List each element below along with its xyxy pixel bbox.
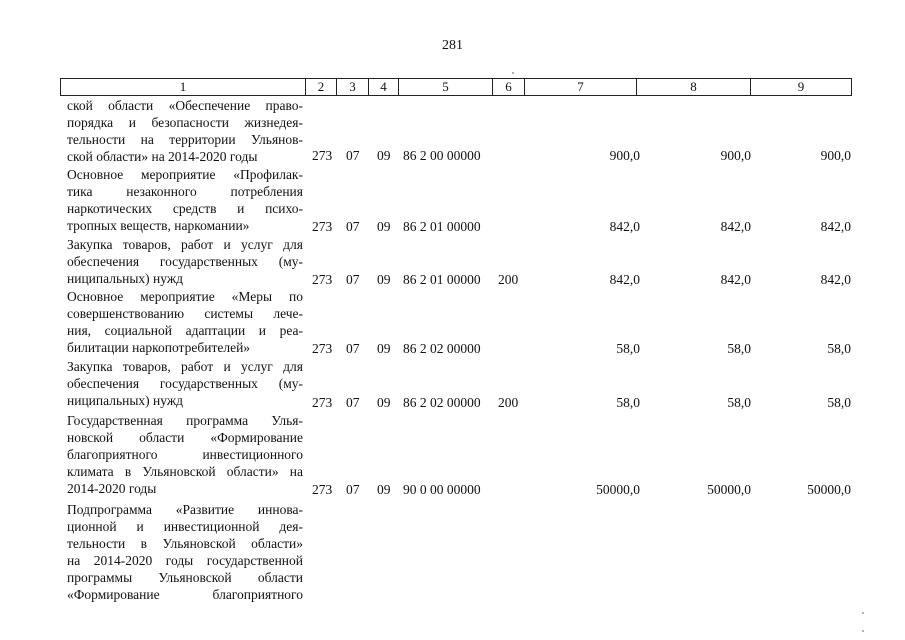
cell-target-code: 86 2 00 00000 bbox=[403, 148, 481, 163]
cell-amount-9: 842,0 bbox=[820, 219, 851, 234]
cell-amount-8: 842,0 bbox=[720, 219, 751, 234]
description-line: ской области» на 2014-2020 годы bbox=[67, 149, 258, 165]
column-header-9: 9 bbox=[797, 79, 805, 94]
cell-target-code: 90 0 00 00000 bbox=[403, 482, 481, 497]
description-line: тика незаконного потребления bbox=[67, 184, 303, 200]
cell-amount-9: 900,0 bbox=[820, 148, 851, 163]
cell-subsection: 09 bbox=[377, 341, 391, 356]
row-description bbox=[67, 358, 303, 409]
description-line: программы Ульяновской области bbox=[67, 570, 303, 586]
column-header-3: 3 bbox=[337, 79, 369, 95]
description-line: ционной и инвестиционной дея- bbox=[67, 519, 303, 535]
cell-amount-7: 842,0 bbox=[609, 272, 640, 287]
cell-ministry-code: 273 bbox=[312, 482, 333, 497]
column-header-4: 4 bbox=[369, 79, 399, 95]
table-column-header bbox=[60, 78, 852, 96]
cell-amount-7: 842,0 bbox=[609, 219, 640, 234]
cell-section: 07 bbox=[346, 341, 360, 356]
description-line: благоприятного инвестиционного bbox=[67, 447, 303, 463]
column-header-8: 8 bbox=[637, 79, 751, 95]
description-line: билитации наркопотребителей» bbox=[67, 340, 251, 356]
cell-subsection: 09 bbox=[377, 219, 391, 234]
description-line: тельности в Ульяновской области» bbox=[67, 536, 303, 552]
cell-amount-7: 58,0 bbox=[616, 341, 640, 356]
cell-target-code: 86 2 01 00000 bbox=[403, 272, 481, 287]
row-description bbox=[67, 236, 303, 287]
cell-ministry-code: 273 bbox=[312, 395, 333, 410]
column-header-7: 7 bbox=[525, 79, 637, 95]
cell-target-code: 86 2 01 00000 bbox=[403, 219, 481, 234]
description-line: «Формирование благоприятного bbox=[67, 587, 303, 603]
description-line: новской области «Формирование bbox=[67, 430, 303, 446]
description-line: наркотических средств и психо- bbox=[67, 201, 303, 217]
cell-amount-8: 842,0 bbox=[720, 272, 751, 287]
column-header-6: 6 bbox=[493, 79, 525, 95]
description-line: климата в Ульяновской области» на bbox=[67, 464, 303, 480]
row-description bbox=[67, 288, 303, 356]
column-header-5: 5 bbox=[399, 79, 493, 95]
cell-amount-9: 58,0 bbox=[827, 395, 851, 410]
description-line: на 2014-2020 годы государственной bbox=[67, 553, 303, 569]
cell-amount-7: 900,0 bbox=[609, 148, 640, 163]
description-line: ния, социальной адаптации и реа- bbox=[67, 323, 303, 339]
cell-expense-type: 200 bbox=[498, 272, 519, 287]
description-line: порядка и безопасности жизнедея- bbox=[67, 115, 303, 131]
cell-subsection: 09 bbox=[377, 395, 391, 410]
cell-amount-9: 58,0 bbox=[827, 341, 851, 356]
description-line: тропных веществ, наркомании» bbox=[67, 218, 250, 234]
scan-speck bbox=[862, 612, 864, 614]
description-line: Закупка товаров, работ и услуг для bbox=[67, 359, 303, 374]
cell-amount-8: 900,0 bbox=[720, 148, 751, 163]
row-description bbox=[67, 501, 303, 604]
cell-ministry-code: 273 bbox=[312, 219, 333, 234]
cell-subsection: 09 bbox=[377, 272, 391, 287]
cell-amount-9: 842,0 bbox=[820, 272, 851, 287]
cell-section: 07 bbox=[346, 219, 360, 234]
cell-amount-7: 50000,0 bbox=[596, 482, 640, 497]
description-line: тельности на территории Ульянов- bbox=[67, 132, 303, 148]
cell-subsection: 09 bbox=[377, 482, 391, 497]
cell-amount-8: 50000,0 bbox=[707, 482, 751, 497]
description-line: обеспечения государственных (му- bbox=[67, 254, 303, 270]
row-description bbox=[67, 97, 303, 165]
description-line: обеспечения государственных (му- bbox=[67, 376, 303, 392]
cell-ministry-code: 273 bbox=[312, 148, 333, 163]
column-header-2: 2 bbox=[306, 79, 337, 95]
cell-section: 07 bbox=[346, 272, 360, 287]
description-line: ской области «Обеспечение право- bbox=[67, 98, 303, 113]
description-line: 2014-2020 годы bbox=[67, 481, 157, 497]
description-line: Закупка товаров, работ и услуг для bbox=[67, 237, 303, 252]
cell-ministry-code: 273 bbox=[312, 341, 333, 356]
column-header-1: 1 bbox=[61, 79, 306, 95]
description-line: ниципальных) нужд bbox=[67, 271, 184, 287]
description-line: Государственная программа Улья- bbox=[67, 413, 303, 428]
description-line: Основное мероприятие «Меры по bbox=[67, 289, 303, 304]
scan-speck bbox=[512, 72, 514, 74]
cell-amount-9: 50000,0 bbox=[807, 482, 851, 497]
page-number: 281 bbox=[442, 38, 463, 53]
cell-target-code: 86 2 02 00000 bbox=[403, 341, 481, 356]
description-line: Подпрограмма «Развитие иннова- bbox=[67, 502, 303, 517]
scan-speck bbox=[862, 630, 864, 632]
description-line: совершенствованию системы лече- bbox=[67, 306, 303, 322]
row-description bbox=[67, 412, 303, 497]
row-description bbox=[67, 166, 303, 234]
description-line: Основное мероприятие «Профилак- bbox=[67, 167, 303, 182]
cell-amount-8: 58,0 bbox=[727, 341, 751, 356]
cell-section: 07 bbox=[346, 148, 360, 163]
description-line: ниципальных) нужд bbox=[67, 393, 184, 409]
cell-amount-7: 58,0 bbox=[616, 395, 640, 410]
cell-ministry-code: 273 bbox=[312, 272, 333, 287]
cell-amount-8: 58,0 bbox=[727, 395, 751, 410]
cell-section: 07 bbox=[346, 482, 360, 497]
cell-subsection: 09 bbox=[377, 148, 391, 163]
cell-expense-type: 200 bbox=[498, 395, 519, 410]
cell-target-code: 86 2 02 00000 bbox=[403, 395, 481, 410]
cell-section: 07 bbox=[346, 395, 360, 410]
